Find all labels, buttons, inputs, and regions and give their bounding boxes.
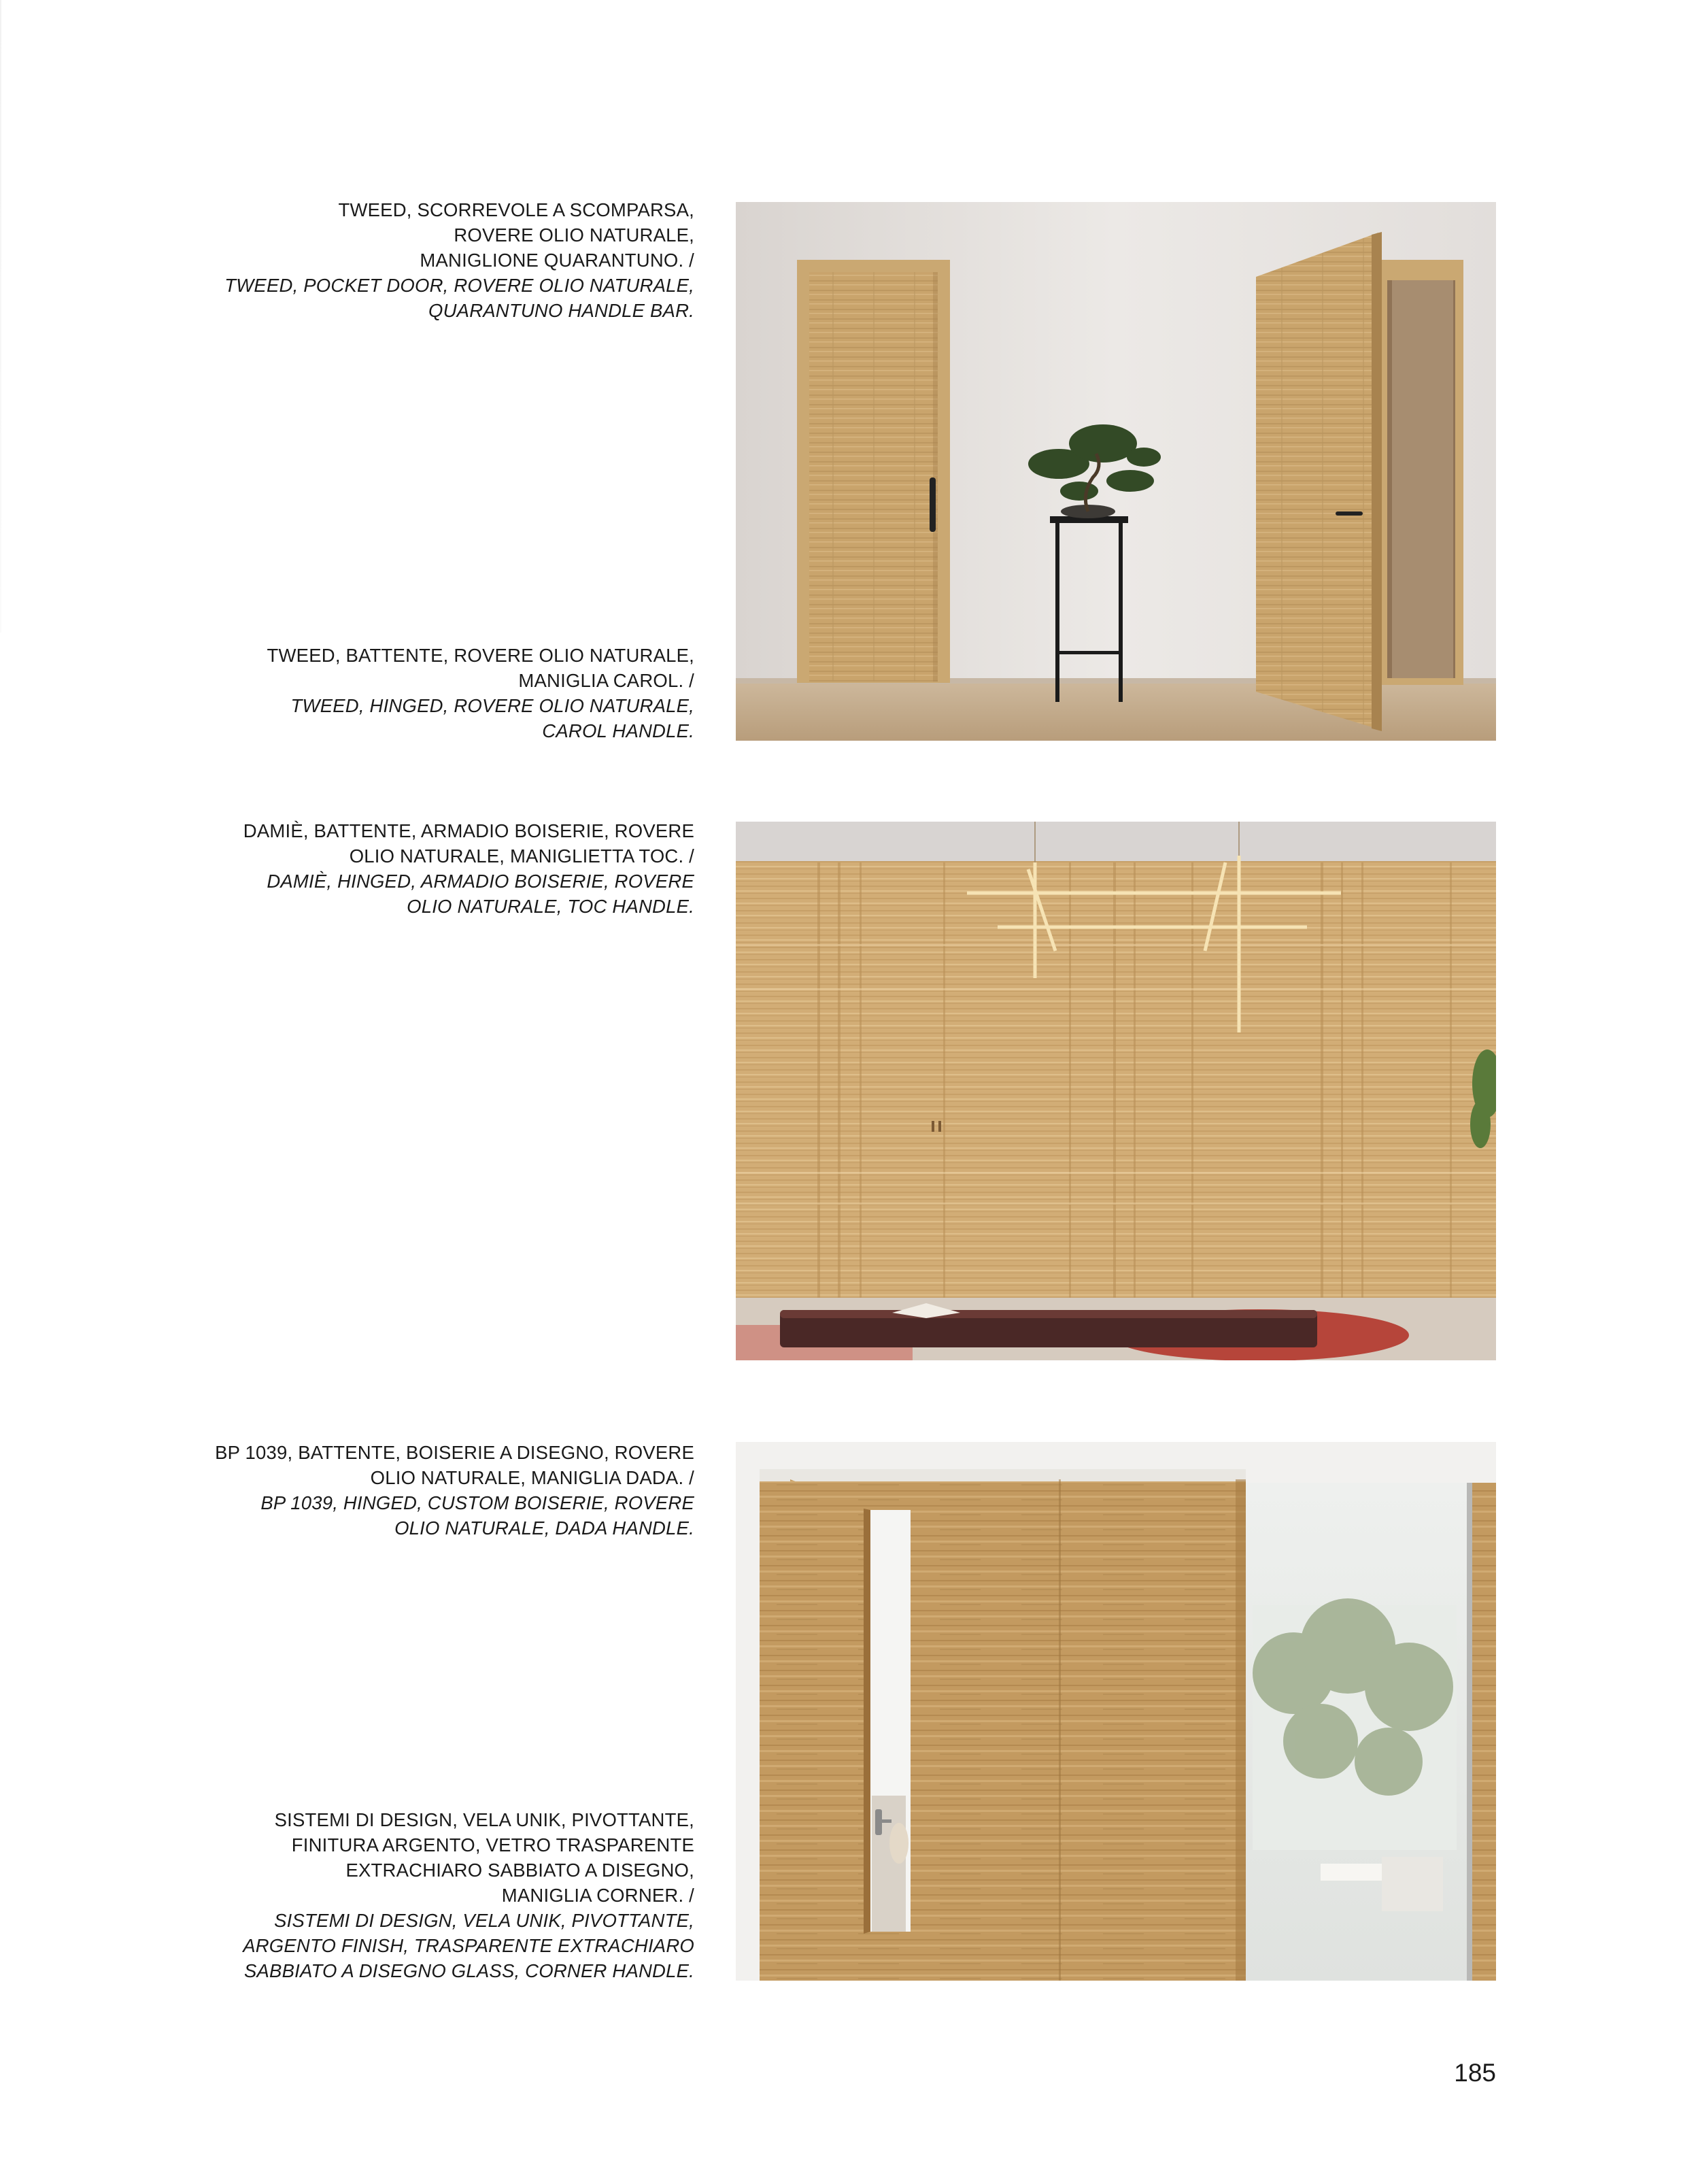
caption-line: MANIGLIA CAROL. / (518, 670, 694, 691)
caption-line: FINITURA ARGENTO, VETRO TRASPARENTE (291, 1834, 694, 1855)
caption-tweed-hinged (267, 643, 694, 743)
photo-tweed-doors (736, 202, 1496, 741)
caption-damie (243, 818, 694, 919)
caption-tweed-pocket (224, 197, 694, 323)
caption-line-en: DAMIÈ, HINGED, ARMADIO BOISERIE, ROVERE (267, 871, 694, 892)
caption-line: MANIGLIA CORNER. / (501, 1885, 694, 1906)
caption-line-en: CAROL HANDLE. (542, 720, 694, 741)
caption-line-en: SISTEMI DI DESIGN, VELA UNIK, PIVOTTANTE, (274, 1910, 694, 1931)
caption-vela-unik (243, 1807, 694, 1983)
photo-bp1039-vela-unik (736, 1442, 1496, 1981)
page-edge-shadow (0, 0, 1, 633)
caption-line: SISTEMI DI DESIGN, VELA UNIK, PIVOTTANTE, (274, 1809, 694, 1830)
caption-line: DAMIÈ, BATTENTE, ARMADIO BOISERIE, ROVERE (243, 820, 694, 841)
caption-line: TWEED, BATTENTE, ROVERE OLIO NATURALE, (267, 645, 694, 666)
caption-line-en: SABBIATO A DISEGNO GLASS, CORNER HANDLE. (243, 1960, 694, 1981)
caption-line-en: OLIO NATURALE, TOC HANDLE. (407, 896, 694, 917)
caption-line-en: ARGENTO FINISH, TRASPARENTE EXTRACHIARO (243, 1935, 694, 1956)
caption-line: OLIO NATURALE, MANIGLIETTA TOC. / (349, 845, 694, 867)
caption-line: BP 1039, BATTENTE, BOISERIE A DISEGNO, ROVERE (215, 1442, 694, 1463)
caption-bp1039 (215, 1440, 694, 1541)
photo-damie-boiserie (736, 822, 1496, 1360)
caption-line: EXTRACHIARO SABBIATO A DISEGNO, (345, 1860, 694, 1881)
page-number: 185 (1454, 2059, 1496, 2087)
caption-line: TWEED, SCORREVOLE A SCOMPARSA, (338, 199, 694, 220)
caption-line: OLIO NATURALE, MANIGLIA DADA. / (370, 1467, 694, 1488)
caption-line-en: TWEED, POCKET DOOR, ROVERE OLIO NATURALE, (224, 275, 694, 296)
caption-line: MANIGLIONE QUARANTUNO. / (420, 250, 694, 271)
caption-line-en: QUARANTUNO HANDLE BAR. (428, 300, 694, 321)
caption-line-en: BP 1039, HINGED, CUSTOM BOISERIE, ROVERE (260, 1492, 694, 1513)
caption-line-en: TWEED, HINGED, ROVERE OLIO NATURALE, (290, 695, 694, 716)
caption-line: ROVERE OLIO NATURALE, (454, 224, 694, 246)
caption-line-en: OLIO NATURALE, DADA HANDLE. (394, 1517, 694, 1539)
